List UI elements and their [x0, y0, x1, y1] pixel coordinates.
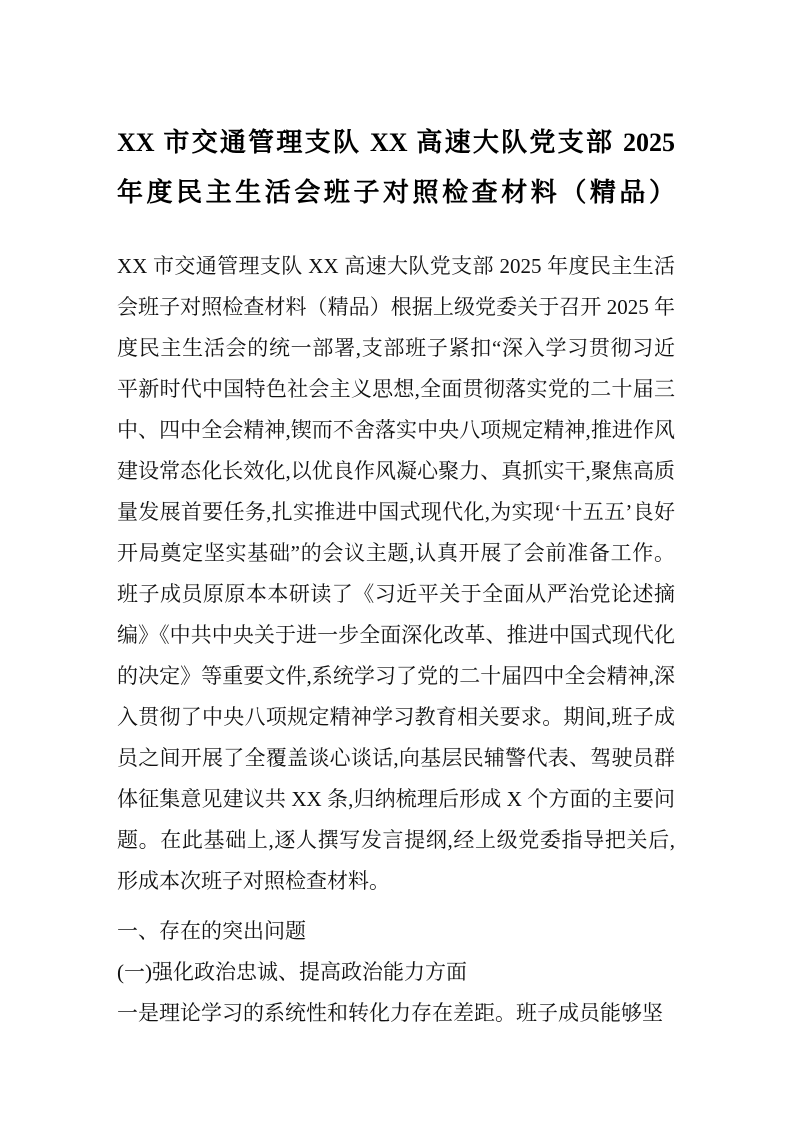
- document-title: [117, 118, 675, 218]
- paragraph-theory-study: 一是理论学习的系统性和转化力存在差距。班子成员能够坚: [117, 1001, 663, 1025]
- document-title-line-1: XX 市交通管理支队 XX 高速大队党支部 2025: [117, 128, 675, 157]
- section-heading-problems: 一、存在的突出问题: [117, 919, 306, 943]
- subsection-heading-political-loyalty: (一)强化政治忠诚、提高政治能力方面: [117, 960, 467, 984]
- document-title-line-2: 年度民主生活会班子对照检查材料（精品）: [117, 178, 675, 207]
- paragraph-intro: XX 市交通管理支队 XX 高速大队党支部 2025 年度民主生活会班子对照检查材料（精品）根据上级党委关于召开 2025 年度民主生活会的统一部署,支部班子紧扣“深入学习贯彻习近平新时代中国特色社会主义思想,全面贯彻落实党的二十届三中、四中全会精神,锲而不舍落实中央八项规定精神,推进作风建设常态化长效化,以优良作风凝心聚力、真抓实干,聚焦高质量发展首要任务,扎实推进中国式现代化,为实现‘十五五’良好开局奠定坚实基础”的会议主题,认真开展了会前准备工作。班子成员原原本本研读了《习近平关于全面从严治党论述摘编》《中共中央关于进一步全面深化改革、推进中国式现代化的决定》等重要文件,系统学习了党的二十届四中全会精神,深入贯彻了中央八项规定精神学习教育相关要求。期间,班子成员之间开展了全覆盖谈心谈话,向基层民辅警代表、驾驶员群体征集意见建议共 XX 条,归纳梳理后形成 X 个方面的主要问题。在此基础上,逐人撰写发言提纲,经上级党委指导把关后,形成本次班子对照检查材料。: [117, 254, 675, 893]
